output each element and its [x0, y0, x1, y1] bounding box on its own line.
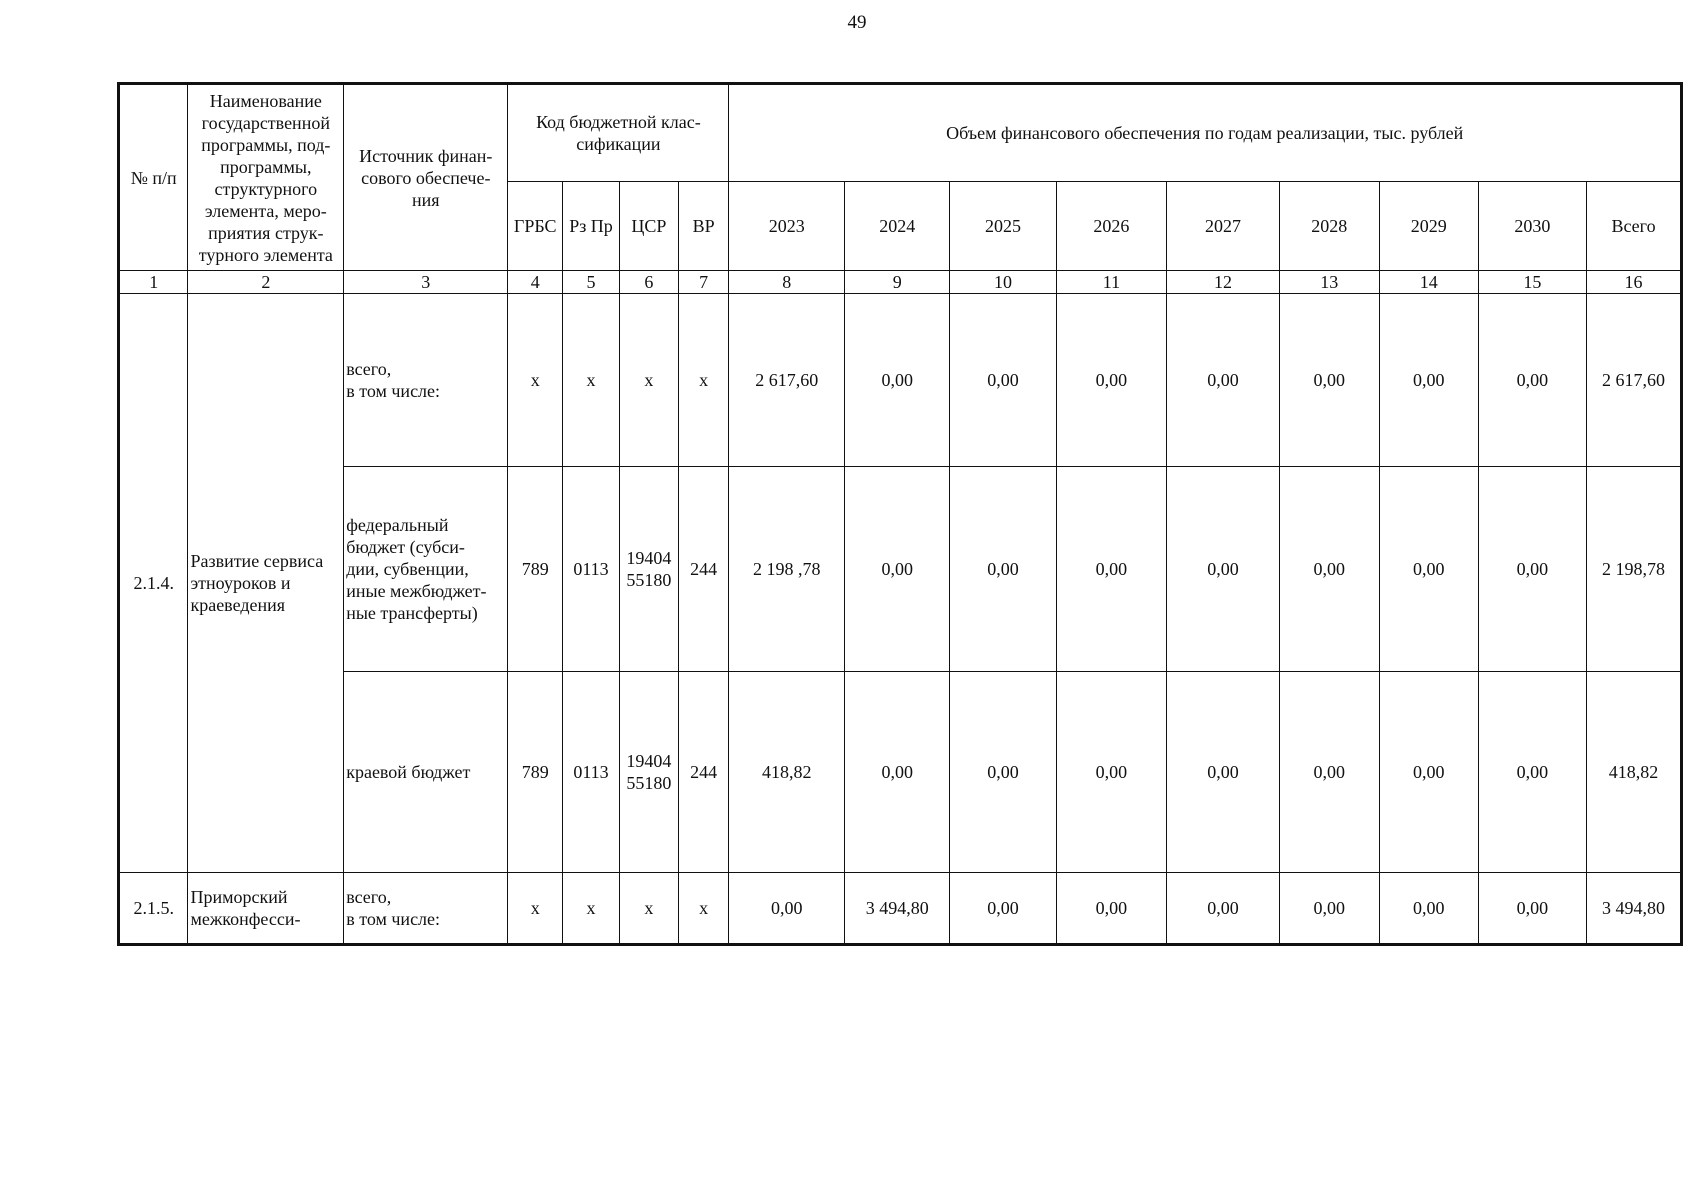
grbs-cell: 789 — [508, 467, 563, 672]
value-cell: 3 494,80 — [845, 873, 950, 945]
column-number: 10 — [950, 271, 1056, 294]
header-year: 2029 — [1379, 182, 1478, 271]
column-number: 13 — [1279, 271, 1379, 294]
table-row — [119, 873, 1682, 945]
header-year: 2023 — [729, 182, 845, 271]
value-cell: 0,00 — [1478, 672, 1586, 873]
grbs-cell: 789 — [508, 672, 563, 873]
rzpr-cell: x — [563, 873, 620, 945]
vr-cell: 244 — [678, 672, 729, 873]
value-cell: 0,00 — [1167, 294, 1280, 467]
column-number: 8 — [729, 271, 845, 294]
value-cell: 0,00 — [1056, 294, 1167, 467]
value-cell: 2 617,60 — [729, 294, 845, 467]
header-source: Источник финан- сового обеспече- ния — [344, 84, 508, 271]
page-number: 49 — [847, 12, 867, 33]
value-cell: 0,00 — [950, 672, 1056, 873]
column-number: 11 — [1056, 271, 1167, 294]
value-cell: 0,00 — [1167, 672, 1280, 873]
header-budget-code: Код бюджетной клас- сификации — [508, 84, 729, 182]
value-cell: 0,00 — [729, 873, 845, 945]
value-cell: 0,00 — [1056, 672, 1167, 873]
header-grbs: ГРБС — [508, 182, 563, 271]
column-number: 12 — [1167, 271, 1280, 294]
grbs-cell: x — [508, 873, 563, 945]
row-name: Приморский межконфесси- — [188, 873, 344, 945]
value-cell: 0,00 — [1379, 467, 1478, 672]
value-cell: 0,00 — [1279, 873, 1379, 945]
column-number: 5 — [563, 271, 620, 294]
column-number: 15 — [1478, 271, 1586, 294]
rzpr-cell: 0113 — [563, 467, 620, 672]
header-year: 2027 — [1167, 182, 1280, 271]
source-cell: федеральный бюджет (субси- дии, субвенции, иные межбюджет- ные трансферты) — [344, 467, 508, 672]
column-number: 9 — [845, 271, 950, 294]
value-cell: 0,00 — [1379, 873, 1478, 945]
column-number-row — [119, 271, 1682, 294]
column-number: 1 — [119, 271, 188, 294]
vr-cell: 244 — [678, 467, 729, 672]
column-number: 14 — [1379, 271, 1478, 294]
vr-cell: x — [678, 873, 729, 945]
financing-table — [117, 82, 1683, 946]
header-year: 2025 — [950, 182, 1056, 271]
value-cell: 0,00 — [950, 294, 1056, 467]
value-cell: 0,00 — [845, 294, 950, 467]
header-vr: ВР — [678, 182, 729, 271]
header-name: Наименование государственной программы, под- программы, структурного элемента, меро- приятия струк- турного элемента — [188, 84, 344, 271]
value-cell: 0,00 — [950, 467, 1056, 672]
column-number: 4 — [508, 271, 563, 294]
value-cell: 0,00 — [1279, 467, 1379, 672]
value-cell: 0,00 — [1279, 294, 1379, 467]
total-cell: 418,82 — [1587, 672, 1682, 873]
value-cell: 0,00 — [1167, 873, 1280, 945]
header-num: № п/п — [119, 84, 188, 271]
header-year: 2030 — [1478, 182, 1586, 271]
source-cell: краевой бюджет — [344, 672, 508, 873]
value-cell: 418,82 — [729, 672, 845, 873]
grbs-cell: x — [508, 294, 563, 467]
value-cell: 0,00 — [950, 873, 1056, 945]
table-row — [119, 467, 1682, 672]
table-row — [119, 294, 1682, 467]
value-cell: 0,00 — [1379, 294, 1478, 467]
value-cell: 0,00 — [1279, 672, 1379, 873]
value-cell: 0,00 — [1056, 873, 1167, 945]
value-cell: 0,00 — [1167, 467, 1280, 672]
column-number: 7 — [678, 271, 729, 294]
value-cell: 0,00 — [1478, 873, 1586, 945]
column-number: 2 — [188, 271, 344, 294]
row-name: Развитие сервиса этноуроков и краеведения — [188, 294, 344, 873]
header-rzpr: Рз Пр — [563, 182, 620, 271]
column-number: 16 — [1587, 271, 1682, 294]
total-cell: 2 198,78 — [1587, 467, 1682, 672]
header-year: 2028 — [1279, 182, 1379, 271]
header-csr: ЦСР — [619, 182, 678, 271]
total-cell: 3 494,80 — [1587, 873, 1682, 945]
row-number: 2.1.5. — [119, 873, 188, 945]
value-cell: 2 198 ,78 — [729, 467, 845, 672]
value-cell: 0,00 — [1478, 467, 1586, 672]
row-number: 2.1.4. — [119, 294, 188, 873]
table-row — [119, 672, 1682, 873]
header-total: Всего — [1587, 182, 1682, 271]
csr-cell: x — [619, 873, 678, 945]
source-cell: всего, в том числе: — [344, 873, 508, 945]
rzpr-cell: 0113 — [563, 672, 620, 873]
value-cell: 0,00 — [845, 467, 950, 672]
column-number: 6 — [619, 271, 678, 294]
value-cell: 0,00 — [1379, 672, 1478, 873]
value-cell: 0,00 — [1056, 467, 1167, 672]
value-cell: 0,00 — [1478, 294, 1586, 467]
csr-cell: 19404 55180 — [619, 672, 678, 873]
header-year: 2026 — [1056, 182, 1167, 271]
csr-cell: x — [619, 294, 678, 467]
header-financing-volume: Объем финансового обеспечения по годам реализации, тыс. рублей — [729, 84, 1682, 182]
vr-cell: x — [678, 294, 729, 467]
csr-cell: 19404 55180 — [619, 467, 678, 672]
total-cell: 2 617,60 — [1587, 294, 1682, 467]
value-cell: 0,00 — [845, 672, 950, 873]
source-cell: всего, в том числе: — [344, 294, 508, 467]
header-year: 2024 — [845, 182, 950, 271]
rzpr-cell: x — [563, 294, 620, 467]
column-number: 3 — [344, 271, 508, 294]
